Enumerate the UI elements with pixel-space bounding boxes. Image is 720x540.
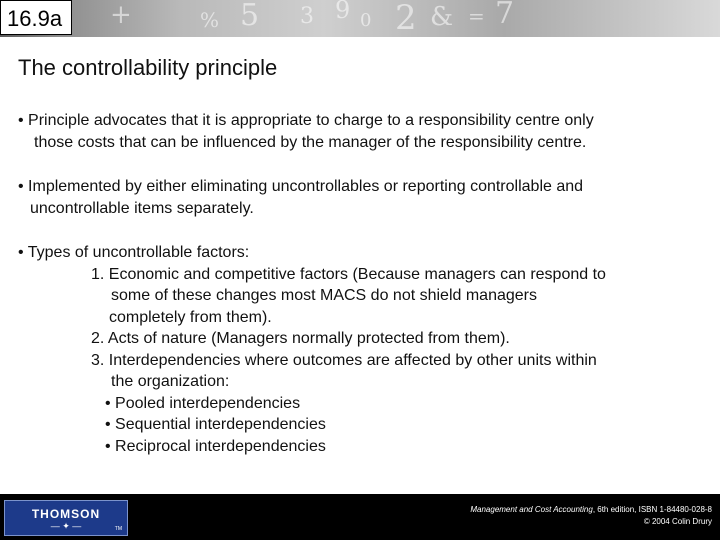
book-title: Management and Cost Accounting [470, 505, 593, 514]
factor-3-line-2: the organization: [111, 373, 230, 390]
slide-body [18, 110, 708, 457]
book-edition: , 6th edition, ISBN 1-84480-028-8 [592, 505, 712, 514]
thomson-logo [4, 500, 128, 536]
factor-1-line-3: completely from them). [109, 308, 272, 326]
sub-bullet-reciprocal: • Reciprocal interdependencies [105, 437, 326, 455]
footer-citation [470, 504, 712, 528]
bullet-2-line-2: uncontrollable items separately. [30, 199, 254, 217]
sub-bullet-pooled: • Pooled interdependencies [105, 394, 301, 412]
slide-title: The controllability principle [18, 55, 278, 80]
copyright: © 2004 Colin Drury [643, 517, 712, 526]
footer-bar [0, 494, 720, 540]
sub-bullet-sequential: • Sequential interdependencies [105, 416, 326, 433]
slide-number: 16.9a [0, 0, 72, 35]
factor-1-line-1: 1. Economic and competitive factors (Because managers can respond to [91, 265, 606, 283]
logo-text: THOMSON [31, 507, 101, 521]
header-banner [0, 0, 720, 37]
bullet-1-line-2: those costs that can be influenced by the manager of the responsibility centre. [34, 133, 587, 151]
factor-2-line-1: 2. Acts of nature (Managers normally protected from them). [91, 330, 510, 347]
bullet-3-line-1: • Types of uncontrollable factors: [18, 244, 250, 261]
banner-numbers-decoration: + 5 3 9 0 2 & = 7 % [110, 0, 515, 37]
logo-star-icon: — ✦ — [50, 521, 82, 531]
factor-1-line-2: some of these changes most MACS do not shield managers [111, 287, 537, 304]
trademark-icon: TM [114, 526, 122, 532]
factor-3-line-1: 3. Interdependencies where outcomes are affected by other units within [91, 351, 597, 369]
bullet-2-line-1: • Implemented by either eliminating uncontrollables or reporting controllable and [18, 178, 584, 195]
bullet-1-line-1: • Principle advocates that it is appropriate to charge to a responsibility centre only [18, 112, 594, 129]
